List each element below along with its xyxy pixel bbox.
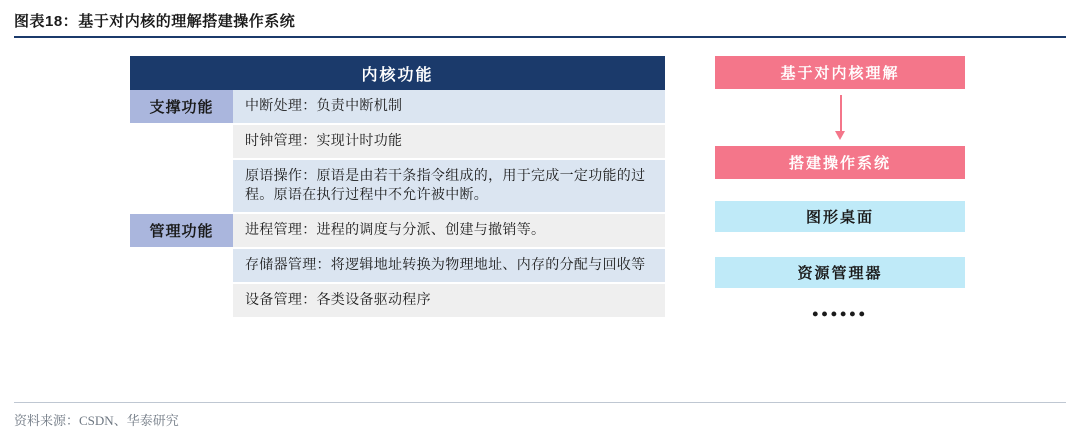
table-row	[130, 160, 665, 212]
figure-label: 图表18：	[14, 13, 79, 30]
row-category	[130, 284, 233, 317]
row-description: 存储器管理：将逻辑地址转换为物理地址、内存的分配与回收等	[233, 249, 665, 282]
title-divider-top	[14, 36, 1066, 38]
flow-step-graphical-desktop: 图形桌面	[715, 201, 965, 232]
figure-title-text: 基于对内核的理解搭建操作系统	[78, 14, 296, 30]
arrow-line	[840, 95, 842, 133]
flow-gap	[715, 232, 965, 257]
row-category: 支撑功能	[130, 90, 233, 123]
row-description: 中断处理：负责中断机制	[233, 90, 665, 123]
arrow-head	[835, 131, 845, 140]
row-description: 进程管理：进程的调度与分派、创建与撤销等。	[233, 214, 665, 247]
row-category	[130, 160, 233, 212]
flow-step-understand-kernel: 基于对内核理解	[715, 56, 965, 89]
table-row	[130, 125, 665, 158]
flow-step-build-os: 搭建操作系统	[715, 146, 965, 179]
source-note	[14, 410, 179, 429]
table-row	[130, 214, 665, 247]
row-description: 原语操作：原语是由若干条指令组成的，用于完成一定功能的过程。原语在执行过程中不允许被中断。	[233, 160, 665, 212]
row-category: 管理功能	[130, 214, 233, 247]
row-description: 设备管理：各类设备驱动程序	[233, 284, 665, 317]
source-text: CSDN、华泰研究	[79, 413, 179, 428]
source-label: 资料来源：	[14, 413, 80, 428]
page-title	[14, 10, 295, 31]
kernel-function-table	[130, 56, 665, 317]
down-arrow-icon	[715, 89, 965, 146]
table-row	[130, 90, 665, 123]
row-description: 时钟管理：实现计时功能	[233, 125, 665, 158]
row-category	[130, 249, 233, 282]
table-header: 内核功能	[130, 56, 665, 90]
row-category	[130, 125, 233, 158]
table-row	[130, 249, 665, 282]
flow-diagram	[715, 56, 965, 325]
flow-step-resource-manager: 资源管理器	[715, 257, 965, 288]
footer-divider	[14, 402, 1066, 403]
flow-ellipsis: ••••••	[812, 304, 868, 324]
table-row	[130, 284, 665, 317]
flow-gap	[715, 179, 965, 201]
